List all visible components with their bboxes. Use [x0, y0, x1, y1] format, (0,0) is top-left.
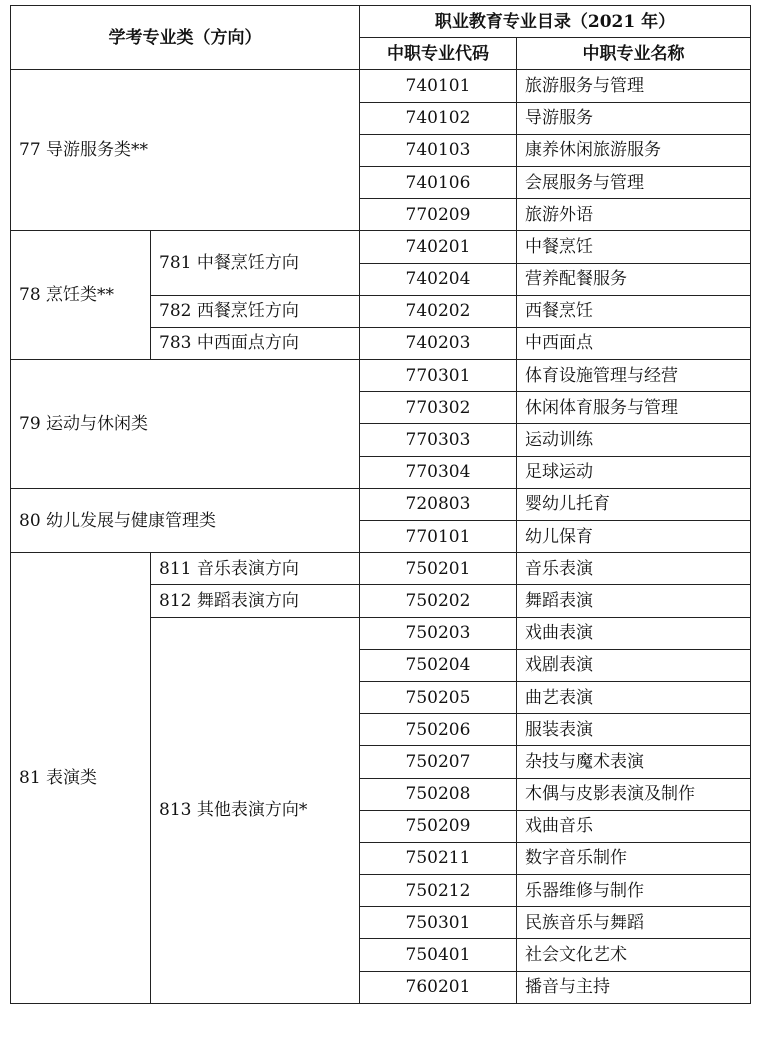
name-cell: 民族音乐与舞蹈 — [517, 907, 751, 939]
code-cell: 740102 — [360, 102, 517, 134]
header-right-title: 职业教育专业目录（2021 年） — [360, 6, 751, 38]
name-cell: 数字音乐制作 — [517, 842, 751, 874]
name-cell: 中餐烹饪 — [517, 231, 751, 263]
table-row — [11, 488, 751, 520]
name-cell: 婴幼儿托育 — [517, 488, 751, 520]
code-cell: 750205 — [360, 681, 517, 713]
group-79-label: 79 运动与休闲类 — [11, 360, 360, 489]
group-77-label: 77 导游服务类** — [11, 70, 360, 231]
direction-781: 781 中餐烹饪方向 — [151, 231, 360, 295]
name-cell: 服装表演 — [517, 714, 751, 746]
code-cell: 770304 — [360, 456, 517, 488]
code-cell: 750401 — [360, 939, 517, 971]
table-row — [11, 231, 751, 263]
direction-812: 812 舞蹈表演方向 — [151, 585, 360, 617]
direction-783: 783 中西面点方向 — [151, 327, 360, 359]
code-cell: 740202 — [360, 295, 517, 327]
code-cell: 750212 — [360, 875, 517, 907]
header-code: 中职专业代码 — [360, 38, 517, 70]
name-cell: 运动训练 — [517, 424, 751, 456]
code-cell: 750301 — [360, 907, 517, 939]
code-cell: 750204 — [360, 649, 517, 681]
name-cell: 乐器维修与制作 — [517, 875, 751, 907]
name-cell: 会展服务与管理 — [517, 166, 751, 198]
direction-811: 811 音乐表演方向 — [151, 553, 360, 585]
name-cell: 康养休闲旅游服务 — [517, 134, 751, 166]
code-cell: 740103 — [360, 134, 517, 166]
group-81-label: 81 表演类 — [11, 553, 151, 1004]
major-catalog-table — [10, 5, 751, 1004]
code-cell: 760201 — [360, 971, 517, 1003]
name-cell: 戏曲音乐 — [517, 810, 751, 842]
code-cell: 740204 — [360, 263, 517, 295]
name-cell: 幼儿保育 — [517, 521, 751, 553]
header-row-1 — [11, 6, 751, 38]
name-cell: 木偶与皮影表演及制作 — [517, 778, 751, 810]
header-name: 中职专业名称 — [517, 38, 751, 70]
group-80-label: 80 幼儿发展与健康管理类 — [11, 488, 360, 552]
code-cell: 750208 — [360, 778, 517, 810]
table-row — [11, 70, 751, 102]
name-cell: 曲艺表演 — [517, 681, 751, 713]
code-cell: 750203 — [360, 617, 517, 649]
direction-813: 813 其他表演方向* — [151, 617, 360, 1003]
name-cell: 音乐表演 — [517, 553, 751, 585]
code-cell: 750202 — [360, 585, 517, 617]
code-cell: 750209 — [360, 810, 517, 842]
name-cell: 休闲体育服务与管理 — [517, 392, 751, 424]
group-78-label: 78 烹饪类** — [11, 231, 151, 360]
code-cell: 770303 — [360, 424, 517, 456]
code-cell: 740106 — [360, 166, 517, 198]
name-cell: 杂技与魔术表演 — [517, 746, 751, 778]
name-cell: 戏曲表演 — [517, 617, 751, 649]
code-cell: 720803 — [360, 488, 517, 520]
name-cell: 戏剧表演 — [517, 649, 751, 681]
code-cell: 770302 — [360, 392, 517, 424]
code-cell: 770209 — [360, 199, 517, 231]
table-row — [11, 553, 751, 585]
code-cell: 740203 — [360, 327, 517, 359]
name-cell: 舞蹈表演 — [517, 585, 751, 617]
name-cell: 西餐烹饪 — [517, 295, 751, 327]
code-cell: 750201 — [360, 553, 517, 585]
name-cell: 旅游服务与管理 — [517, 70, 751, 102]
code-cell: 740101 — [360, 70, 517, 102]
code-cell: 770101 — [360, 521, 517, 553]
code-cell: 750206 — [360, 714, 517, 746]
name-cell: 营养配餐服务 — [517, 263, 751, 295]
code-cell: 770301 — [360, 360, 517, 392]
direction-782: 782 西餐烹饪方向 — [151, 295, 360, 327]
code-cell: 750211 — [360, 842, 517, 874]
name-cell: 足球运动 — [517, 456, 751, 488]
name-cell: 中西面点 — [517, 327, 751, 359]
name-cell: 社会文化艺术 — [517, 939, 751, 971]
name-cell: 体育设施管理与经营 — [517, 360, 751, 392]
name-cell: 旅游外语 — [517, 199, 751, 231]
code-cell: 750207 — [360, 746, 517, 778]
name-cell: 导游服务 — [517, 102, 751, 134]
name-cell: 播音与主持 — [517, 971, 751, 1003]
code-cell: 740201 — [360, 231, 517, 263]
header-left-title: 学考专业类（方向） — [11, 6, 360, 70]
table-row — [11, 360, 751, 392]
